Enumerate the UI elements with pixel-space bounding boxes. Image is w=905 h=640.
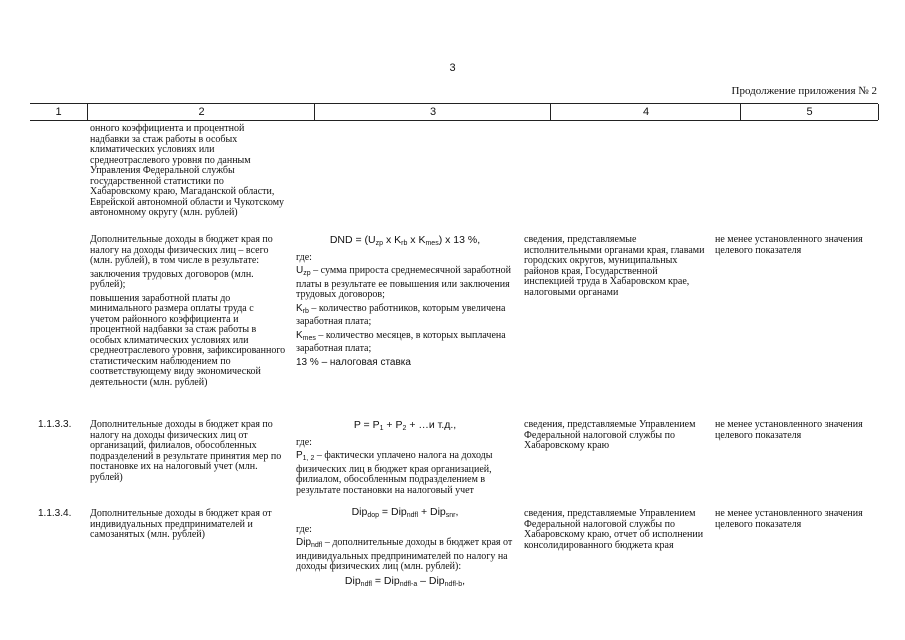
where-label: где: — [296, 251, 312, 263]
definition: $K_{rb}$ – количество работников, которым увеличена заработная плата; — [296, 302, 506, 327]
row-number: 1.1.3.3. — [38, 419, 72, 430]
where-label: где: — [296, 523, 312, 535]
page-number: 3 — [449, 62, 456, 74]
dnd-source: сведения, представляемые исполнительными органами края, главами городских округов, муниципальных районов края, Государственной инспекцией труда в Хабаровском крае, налоговыми органами — [524, 234, 705, 298]
row-number: 1.1.3.4. — [38, 508, 72, 519]
dnd-formula: DND = ($U_{zp}$ х $K_{rb}$ х $K_{mes}$) х 13 %, — [329, 234, 481, 247]
target-1134: не менее установленного значения целевого показателя — [715, 508, 863, 530]
continued-indicator-text — [90, 124, 286, 222]
formula-1134-ndfl: Dip$_{ndfl}$ = Dip$_{ndfl-a}$ – Dip$_{ndfl-b}$, — [344, 574, 466, 588]
definition: $U_{zp}$ – сумма прироста среднемесячной заработной платы в результате ее повышения или заключения трудовых договоров; — [296, 265, 511, 300]
source-1133: сведения, представляемые Управлением Федеральной налоговой службы по Хабаровскому краю — [524, 419, 696, 451]
cell-text: заключения трудовых договоров (млн. рублей); — [90, 268, 254, 290]
cell-text: повышения заработной платы до минимального размера оплаты труда с учетом районного коэффициента и процентной надбавки за стаж работы в особых климатических условиях или среднеотраслевого уровня, зафиксированного статистическим наблюдением по соответствующему виду экономической деятельности (млн. рублей) — [90, 292, 286, 388]
formula-1134-cell — [296, 507, 514, 593]
indicator-1134-text: Дополнительные доходы в бюджет края от индивидуальных предпринимателей и самозанятых (млн. рублей) — [90, 508, 272, 540]
header-col-4: 4 — [550, 104, 741, 120]
definition: 13 % – налоговая ставка — [296, 356, 411, 368]
header-col-1: 1 — [55, 106, 62, 118]
dnd-target: не менее установленного значения целевого показателя — [715, 234, 863, 256]
table-header — [30, 103, 878, 121]
header-col-3: 3 — [314, 104, 551, 120]
cell-text: Дополнительные доходы в бюджет края по налогу на доходы физических лиц – всего (млн. рублей), в том числе в результате: — [90, 234, 273, 266]
cell-text: онного коэффициента и процентной надбавки за стаж работы в особых климатических условиях или среднеотраслевого уровня по данным Управления Федеральной службы государственной статистики по Хабаровскому краю, Магаданской области, Еврейской автономной области и Чукотскому автономному округу (млн. рублей) — [90, 123, 285, 218]
indicator-1133-text: Дополнительные доходы в бюджет края по налогу на доходы физических лиц от организаций, филиалов, обособленных подразделений в результате принятия мер по постановке их на налоговый учет (млн. рублей) — [90, 419, 282, 483]
appendix-note: Продолжение приложения № 2 — [731, 85, 877, 97]
source-1134: сведения, представляемые Управлением Федеральной налоговой службы по Хабаровскому краю, отчет об исполнении консолидированного бюджета края — [524, 508, 704, 551]
where-label: где: — [296, 436, 312, 448]
formula-1133: $P = P_1 + P_2$ + …и т.д., — [353, 419, 457, 432]
definition: $P_{1, 2}$ – фактически уплачено налога на доходы физических лиц в бюджет края организацией, филиалом, обособленным подразделением в результате постановки на налоговый учет — [296, 450, 493, 496]
definition: $K_{mes}$ – количество месяцев, в которых выплачена заработная плата; — [296, 329, 506, 354]
header-col-5: 5 — [740, 104, 879, 120]
target-1133: не менее установленного значения целевого показателя — [715, 419, 863, 441]
formula-1133-cell — [296, 420, 514, 499]
header-col-2: 2 — [87, 104, 315, 120]
dnd-indicator-text — [90, 235, 286, 391]
definition: Dip$_{ndfl}$ – дополнительные доходы в бюджет края от индивидуальных предпринимателей по налогу на доходы физических лиц (млн. рублей): — [296, 537, 513, 572]
formula-1134-dop: Dip$_{dop}$ = Dip$_{ndfl}$ + Dip$_{snr}$, — [351, 506, 459, 519]
dnd-formula-cell — [296, 235, 514, 371]
